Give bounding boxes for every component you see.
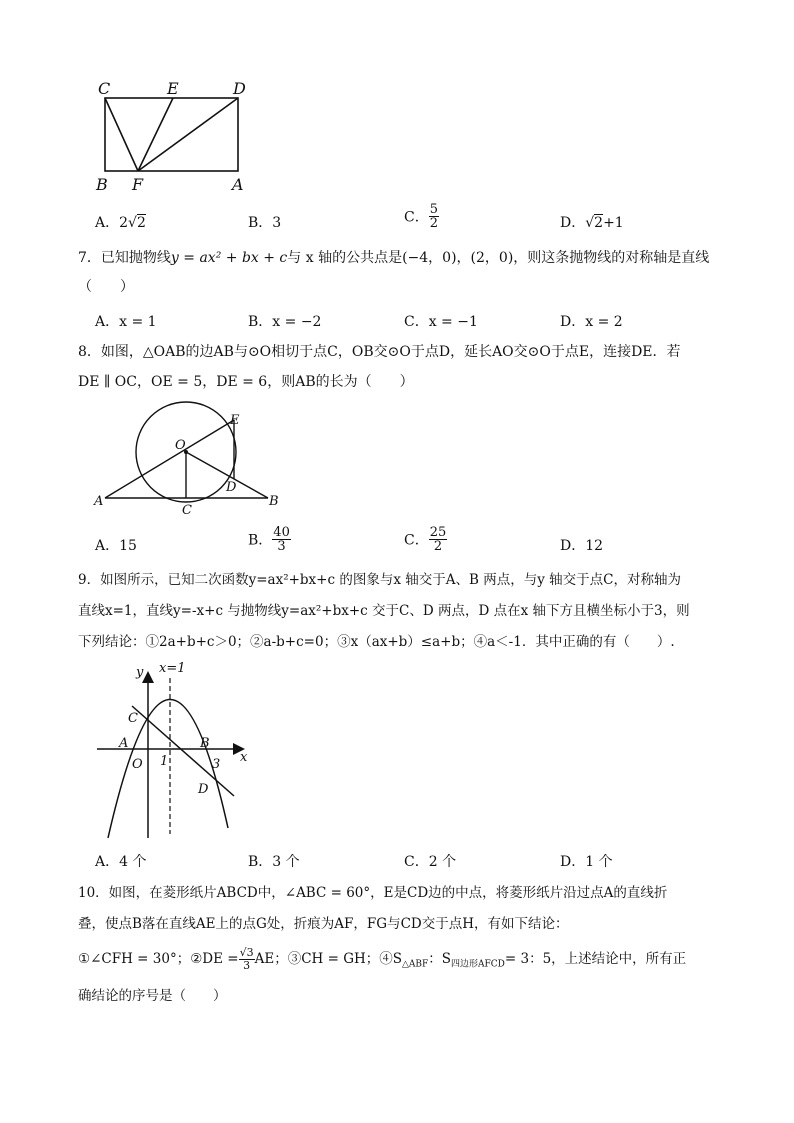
q10-stem-line2: 叠，使点B落在直线AE上的点G处，折痕为AF，FG与CD交于点H，有如下结论： xyxy=(78,916,569,932)
q7-option-a: A．x = 1 xyxy=(95,314,157,330)
q10-stem-line3 xyxy=(78,944,686,980)
q9-label-x: x xyxy=(240,750,248,765)
q8-figure xyxy=(90,400,290,520)
q10-subscript-abf: △ABF xyxy=(402,959,429,970)
q10-fraction-num: √3 xyxy=(239,946,254,959)
q6-option-d xyxy=(560,212,624,232)
q10-subscript-afcd: 四边形AFCD xyxy=(451,959,505,970)
q8-option-b xyxy=(248,526,291,553)
q9-option-b: B．3 个 xyxy=(248,854,300,870)
q8-option-b-fraction xyxy=(272,526,291,553)
q8-label-e: E xyxy=(230,413,240,428)
q7-stem-part2: 与 x 轴的公共点是(−4，0)，(2，0)，则这条抛物线的对称轴是直线 xyxy=(287,250,710,266)
q6-option-d-tail: +1 xyxy=(603,215,624,231)
q8-option-c-num: 25 xyxy=(429,525,447,540)
q8-option-c-fraction xyxy=(429,526,448,553)
q9-label-b: B xyxy=(200,736,210,751)
q9-stem-line2: 直线x=1，直线y=-x+c 与抛物线y=ax²+bx+c 交于C、D 两点，D 点在x 轴下方且横坐标小于3，则 xyxy=(78,603,690,619)
q7-option-d: D．x = 2 xyxy=(560,314,623,330)
q8-label-a: A xyxy=(94,494,104,509)
q9-label-y: y xyxy=(136,665,144,680)
q9-label-3: 3 xyxy=(212,757,221,772)
q10-conclusions-part3: ：S xyxy=(428,951,452,967)
q7-option-c: C．x = −1 xyxy=(404,314,478,330)
q6-option-d-radicand: 2 xyxy=(594,215,604,231)
q6-option-a-coef: 2 xyxy=(119,215,129,231)
q7-equation: y = ax² + bx + c xyxy=(170,250,288,266)
q7-stem-part1: 7．已知抛物线 xyxy=(78,250,171,266)
q10-fraction xyxy=(239,947,255,972)
q8-label-o: O xyxy=(175,438,186,453)
q6-label-a: A xyxy=(232,175,244,194)
q9-option-a: A．4 个 xyxy=(95,854,147,870)
q9-stem-line3: 下列结论：①2a+b+c＞0；②a-b+c=0；③x（ax+b）≤a+b；④a＜-1．其中正确的有（ ）. xyxy=(78,634,675,650)
q8-label-c: C xyxy=(182,503,192,518)
q8-stem-line1: 8．如图，△OAB的边AB与⊙O相切于点C，OB交⊙O于点D，延长AO交⊙O于点E，连接DE．若 xyxy=(78,344,681,360)
q7-stem-line1 xyxy=(78,248,709,268)
q9-label-1: 1 xyxy=(160,754,169,769)
q8-option-d: D．12 xyxy=(560,538,604,554)
q8-option-b-label: B． xyxy=(248,532,273,549)
q8-label-b: B xyxy=(269,494,279,509)
q8-stem-line2: DE ∥ OC，OE = 5，DE = 6，则AB的长为（ ） xyxy=(78,374,414,390)
q10-fraction-den: 3 xyxy=(243,959,251,972)
q6-option-c-num: 5 xyxy=(429,202,438,217)
q8-option-b-num: 40 xyxy=(273,525,290,540)
q9-label-a: A xyxy=(119,736,129,751)
q6-label-d: D xyxy=(233,79,246,98)
q6-option-c xyxy=(404,203,439,230)
q9-option-c: C．2 个 xyxy=(404,854,457,870)
q6-label-c: C xyxy=(98,79,111,98)
q8-label-d: D xyxy=(226,480,237,495)
sqrt-symbol: √ xyxy=(128,215,137,231)
q6-option-c-label: C． xyxy=(404,209,429,226)
q10-stem-line1: 10．如图，在菱形纸片ABCD中，∠ABC = 60°，E是CD边的中点，将菱形纸片沿过点A的直线折 xyxy=(78,885,668,901)
q9-label-d: D xyxy=(198,782,209,797)
q8-option-c-den: 2 xyxy=(433,539,443,554)
q8-option-c-label: C． xyxy=(404,532,429,549)
q6-option-b: B．3 xyxy=(248,215,282,231)
q8-option-a: A．15 xyxy=(95,538,137,554)
q6-option-c-fraction xyxy=(429,203,439,230)
q10-conclusions-part1: ①∠CFH = 30°；②DE = xyxy=(78,951,239,967)
sqrt-symbol: √ xyxy=(585,215,595,231)
q9-figure xyxy=(92,656,262,846)
q7-stem-line2: （ ） xyxy=(78,279,134,295)
q8-option-b-den: 3 xyxy=(277,539,286,554)
q9-label-o: O xyxy=(132,757,143,772)
q6-option-d-label: D． xyxy=(560,215,586,231)
q6-figure xyxy=(90,76,260,198)
q10-conclusions-part4: = 3：5，上述结论中，所有正 xyxy=(504,951,687,967)
q9-stem-line1: 9．如图所示，已知二次函数y=ax²+bx+c 的图象与x 轴交于A、B 两点，与y 轴交于点C，对称轴为 xyxy=(78,572,681,588)
q10-conclusions-part2: AE；③CH = GH；④S xyxy=(254,951,403,967)
q6-option-a-label: A． xyxy=(95,215,120,231)
q6-option-a xyxy=(95,212,146,232)
q7-option-b: B．x = −2 xyxy=(248,314,322,330)
q8-option-c xyxy=(404,526,447,553)
q9-label-x1: x=1 xyxy=(159,661,186,676)
q6-label-f: F xyxy=(132,175,144,194)
q6-option-a-radicand: 2 xyxy=(136,215,146,231)
q6-option-c-den: 2 xyxy=(429,216,438,231)
q6-label-b: B xyxy=(96,175,108,194)
q9-label-c: C xyxy=(128,711,138,726)
q6-label-e: E xyxy=(167,79,179,98)
q10-stem-line4: 确结论的序号是（ ） xyxy=(78,988,227,1004)
q9-option-d: D．1 个 xyxy=(560,854,613,870)
